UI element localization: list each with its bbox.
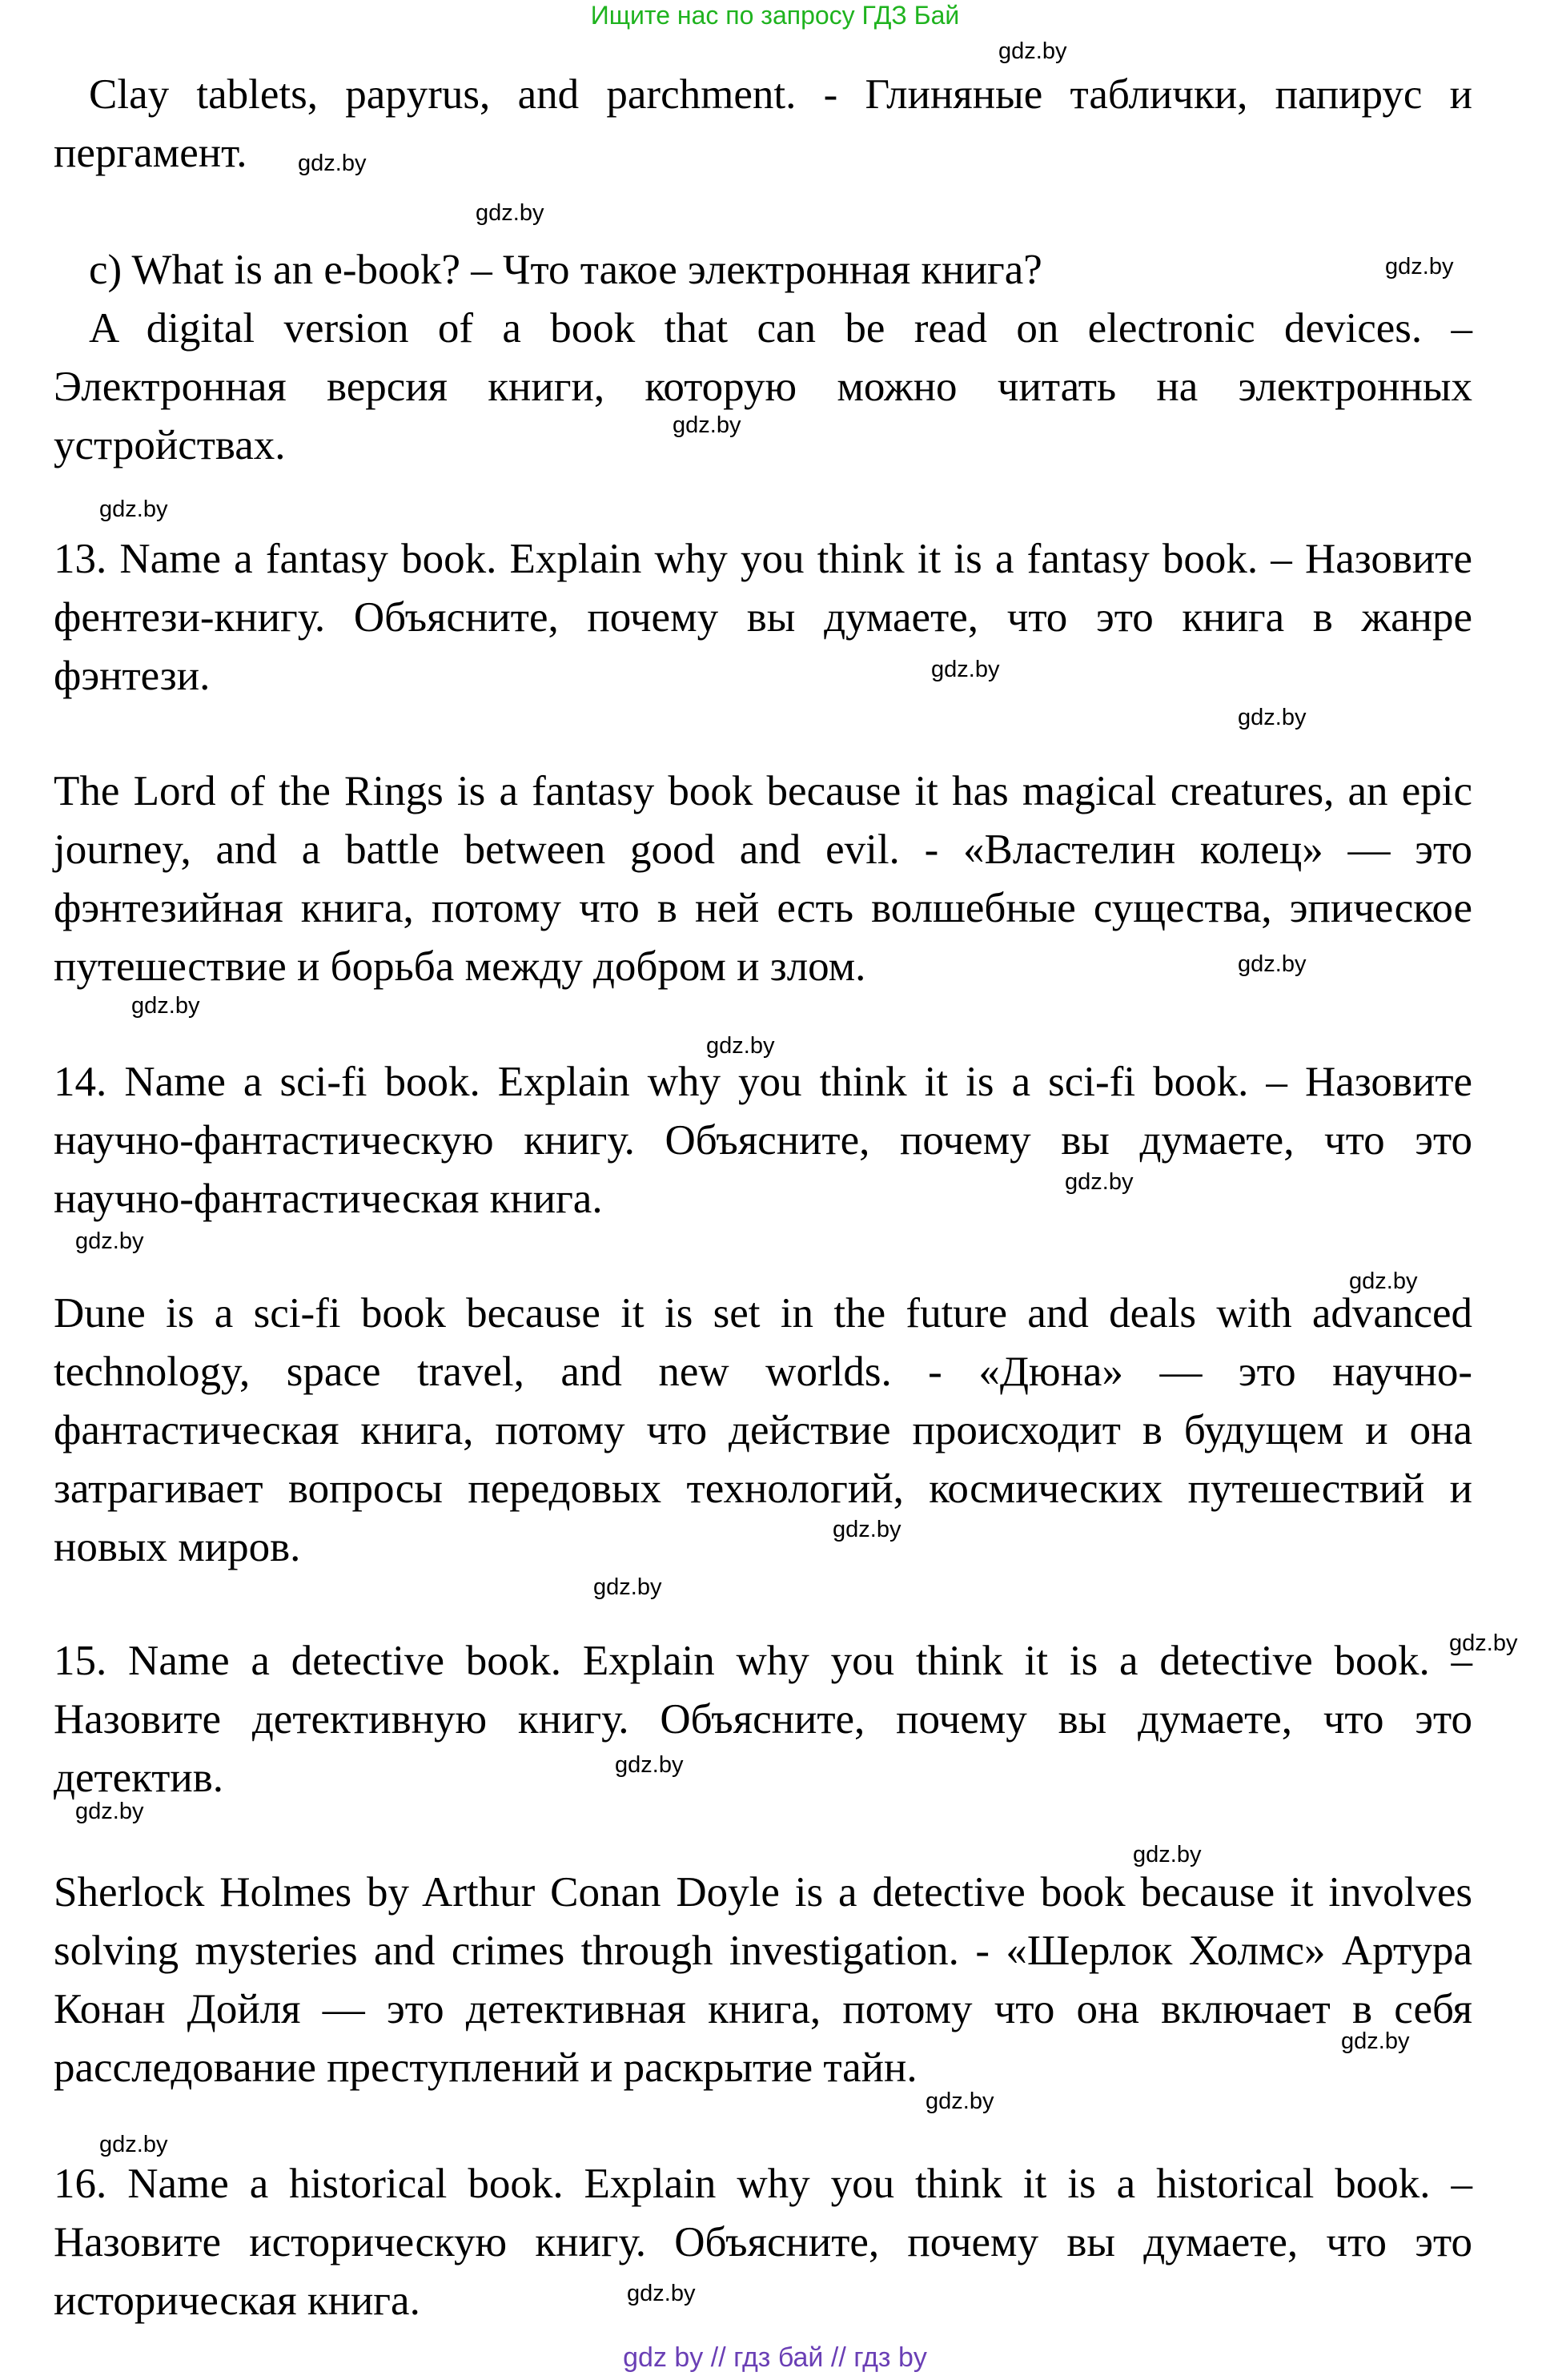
watermark: gdz.by [627,2281,696,2306]
watermark: gdz.by [131,993,200,1019]
watermark: gdz.by [75,1228,144,1254]
watermark: gdz.by [298,151,367,176]
watermark: gdz.by [926,2089,994,2114]
watermark: gdz.by [1133,1842,1202,1867]
question-13: 13. Name a fantasy book. Explain why you think it is a fantasy book. – Назовите фентези-книгу. Объясните, почему вы думаете, что это книга в жанре фэнтези. [54,536,1472,699]
watermark: gdz.by [931,657,1000,682]
footer-links: gdz by // гдз бай // гдз by [623,2342,927,2373]
watermark: gdz.by [1065,1169,1134,1195]
watermark: gdz.by [99,497,168,522]
watermark: gdz.by [75,1799,144,1824]
answer-15: Sherlock Holmes by Arthur Conan Doyle is a detective book because it involves solving mysteries and crimes through investigation. - «Шерлок Холмс» Артура Конан Дойля — это детективная книга, потому что она включает в себя расследование преступлений и раскрытие тайн. [54,1869,1472,2091]
watermark: gdz.by [99,2132,168,2157]
question-15: 15. Name a detective book. Explain why you think it is a detective book. – Назовите детективную книгу. Объясните, почему вы думаете, что это детектив. [54,1638,1472,1801]
watermark: gdz.by [593,1574,662,1600]
watermark: gdz.by [1349,1268,1418,1294]
watermark: gdz.by [1238,951,1307,977]
watermark: gdz.by [706,1033,775,1059]
watermark: gdz.by [998,38,1067,64]
watermark: gdz.by [1385,254,1454,279]
watermark: gdz.by [1238,705,1307,730]
search-hint-header: Ищите нас по запросу ГДЗ Бай [590,1,960,30]
watermark: gdz.by [1341,2028,1410,2054]
answer-13: The Lord of the Rings is a fantasy book because it has magical creatures, an epic journey, and a battle between good and evil. - «Властелин колец» — это фэнтезийная книга, потому что в ней есть волшебные существа, эпическое путешествие и борьба между добром и злом. [54,768,1472,990]
watermark: gdz.by [673,412,741,438]
answer-12b: Clay tablets, papyrus, and parchment. - Глиняные таблички, папирус и пергамент. [54,71,1472,176]
question-14: 14. Name a sci-fi book. Explain why you think it is a sci-fi book. – Назовите научно-фантастическую книгу. Объясните, почему вы думаете, что это научно-фантастическая книга. [54,1059,1472,1222]
question-12c: c) What is an e-book? – Что такое электронная книга? [89,247,1042,293]
watermark: gdz.by [615,1752,684,1778]
answer-14: Dune is a sci-fi book because it is set in the future and deals with advanced technology, space travel, and new worlds. - «Дюна» — это научно-фантастическая книга, потому что действие происходит в будущем и она затрагивает вопросы передовых технологий, космических путешествий и новых миров. [54,1290,1472,1570]
watermark: gdz.by [476,200,544,226]
watermark: gdz.by [833,1517,901,1542]
watermark: gdz.by [1449,1630,1518,1656]
question-16: 16. Name a historical book. Explain why you think it is a historical book. – Назовите историческую книгу. Объясните, почему вы думаете, что это историческая книга. [54,2161,1472,2324]
answer-12c: A digital version of a book that can be read on electronic devices. – Электронная версия книги, которую можно читать на электронных устройствах. [54,305,1472,468]
